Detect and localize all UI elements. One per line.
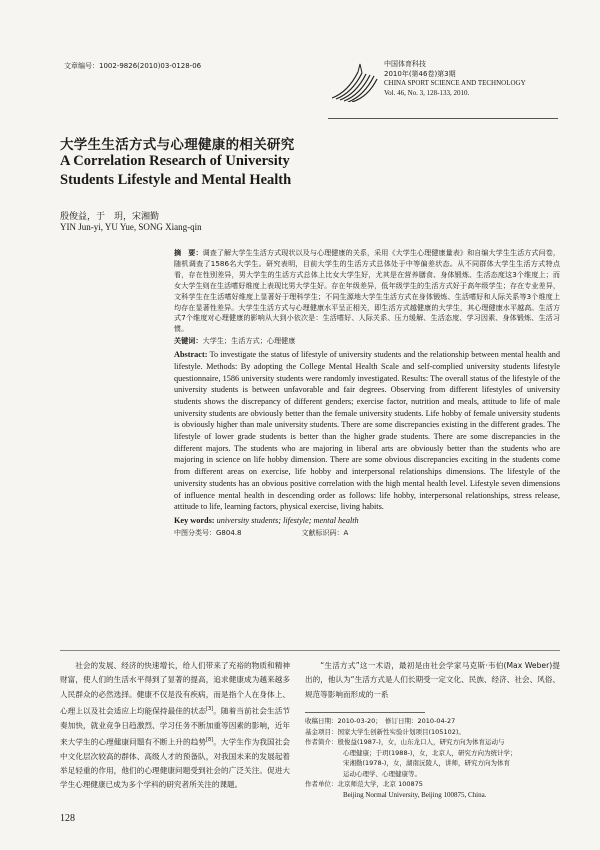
journal-info xyxy=(384,60,584,98)
keywords-en-text: university students; lifestyle; mental health xyxy=(216,516,359,525)
authors-cn: 殷俊益，于 玥，宋湘勤 xyxy=(60,212,160,222)
abstract-block xyxy=(174,248,560,539)
keywords-en xyxy=(174,515,560,527)
author-intro-4: 运动心理学、心理健康等。 xyxy=(343,769,421,778)
lifestyle-paragraph: “生活方式”这一术语，最初是由社会学家马克斯·韦伯(Max Weber)提出的，他认为“生活方式是人们长期受一定文化、民族、经济、社会、风俗、规范等影响而形成的一系 xyxy=(305,661,560,699)
title-en xyxy=(60,152,380,190)
footnotes xyxy=(305,716,560,800)
body-right-column xyxy=(305,659,560,702)
header-rule xyxy=(328,118,558,119)
intro-text-3: 。大学生作为我国社会中文化层次较高的群体、高级人才的预备队，对我国未来的发展起着举足轻重的作用，他们的心理健康问题受到社会的广泛关注。促进大学生心理健康已成为多个学科的研究者所关注的课题。 xyxy=(60,737,291,790)
journal-issue: 2010年(第46卷)第3期 xyxy=(384,69,456,78)
title-en-line2: Students Lifestyle and Mental Health xyxy=(60,172,292,188)
abstract-cn-label: 摘 要： xyxy=(174,248,203,257)
page-number: 128 xyxy=(60,813,75,824)
fund-item: 基金项目：国家大学生创新性实验计划项目(105102)。 xyxy=(305,727,465,736)
reference-3: [3] xyxy=(206,705,214,712)
author-intro-3: 宋湘勤(1978-)，女，湖南沅陵人，讲师，研究方向为体育 xyxy=(343,759,510,767)
keywords-en-label: Key words: xyxy=(174,516,215,525)
title-cn: 大学生生活方式与心理健康的相关研究 xyxy=(60,137,295,153)
class-number: 中图分类号：G804.8 xyxy=(174,528,242,537)
body-left-column xyxy=(60,659,290,793)
author-intro-2: 心理健康；于玥(1988-)，女，北京人，研究方向为统计学； xyxy=(343,748,517,757)
author-unit-cn: 作者单位：北京师范大学，北京 100875 xyxy=(305,780,423,788)
abstract-en-label: Abstract: xyxy=(174,350,208,360)
journal-name-en: CHINA SPORT SCIENCE AND TECHNOLOGY xyxy=(384,79,526,87)
journal-name-cn: 中国体育科技 xyxy=(384,60,426,68)
received-date: 收稿日期：2010-03-20； 修订日期：2010-04-27 xyxy=(305,717,456,725)
section-rule xyxy=(60,650,560,651)
keywords-cn-text: 大学生；生活方式；心理健康 xyxy=(202,336,296,346)
abstract-cn xyxy=(174,248,560,335)
footnote-rule xyxy=(305,712,425,713)
author-intro-1: 作者简介：殷俊益(1987-)，女，山东龙口人，研究方向为体育运动与 xyxy=(305,738,505,746)
abstract-en xyxy=(174,349,560,513)
abstract-en-text: To investigate the status of lifestyle of university students and the relationship between mental health and lifestyle. Methods: By adopting the College Mental Health Scale and self-complied university students lifestyle questionnaire, 1586 university students were randomly investigated. Results: The overall status of the lifestyle of the university students is between unfavorable and fair degrees. Observing from different lifestyles of university students shows the discrepancy of different genders; exercise factor, nutrition and meals, attitude to life of male university students are obviously better than the female university students. Life hobby of female university students is obviously higher than male university students. There are some discrepancies existing in the different grades. The lifestyle of lower grade students is better than the higher grade students. There are some discrepancies in the different majors. The students who are majoring in liberal arts are obviously better than the students who are majoring in science on life hobby dimension. There are some obvious discrepancies exciting in the students come from different areas on exercise, life hobby and interpersonal relationships dimensions. The lifestyle of the university students has an obvious positive correlation with the high mental health level. Lifestyle seven dimensions of influence mental health in descending order as follows: life hobby, interpersonal relationships, stress release, attitude to life, learning factors, physical exercise, living habits. xyxy=(174,350,560,512)
journal-logo-icon xyxy=(328,62,378,102)
intro-text-2: 。随着当前社会生活节奏加快，就业竞争日趋激烈、学习任务不断加重等因素的影响，近年来大学生的心理健康问题有不断上升的趋势 xyxy=(60,706,291,747)
keywords-cn xyxy=(174,336,560,347)
title-en-line1: A Correlation Research of University xyxy=(60,153,290,169)
article-number: 文章编号：1002-9826(2010)03-0128-06 xyxy=(64,62,202,70)
intro-text-1: 社会的发展、经济的快速增长，给人们带来了充裕的物质和精神财富，使人们的生活水平得到了显著的提高，追求健康成为越来越多人民群众的必然选择。健康不仅是没有疾病，而是指个人在身体上、心理上以及社会适应上均能保持最佳的状态 xyxy=(60,661,290,716)
classification-line xyxy=(174,528,560,539)
reference-8: [8] xyxy=(206,737,214,744)
intro-paragraph xyxy=(60,659,290,793)
document-code: 文献标识码：A xyxy=(301,528,349,537)
author-unit-en: Beijing Normal University, Beijing 100875, China. xyxy=(343,790,487,799)
authors-en: YIN Jun-yi, YU Yue, SONG Xiang-qin xyxy=(60,222,202,232)
journal-volume: Vol. 46, No. 3, 128-133, 2010. xyxy=(384,88,470,97)
keywords-cn-label: 关键词： xyxy=(174,336,203,346)
abstract-cn-text: 调查了解大学生生活方式现状以及与心理健康的关系，采用《大学生心理健康量表》和自编大学生生活方式问卷，随机调查了1586名大学生。研究表明，目前大学生的生活方式总体处于中等偏差状态。从不同群体大学生生活方式特点看，存在性别差异，男大学生的生活方式总体上比女大学生好，尤其是在营养膳食、身体锻炼、生活态度这3个维度上；而女大学生则在生活嗜好维度上表现比男大学生好。存在年级差异，低年级学生的生活方式好于高年级学生；存在专业差异，文科学生在生活嗜好维度上显著好于理科学生；不同生源地大学生生活方式在身体锻炼、生活嗜好和人际关系等3个维度上均存在显著性差异。大学生生活方式与心理健康水平呈正相关，即生活方式越健康的大学生，其心理健康水平越高。生活方式7个维度对心理健康的影响从大到小依次是：生活嗜好、人际关系、压力缓解、生活态度、学习因素、身体锻炼、生活习惯。 xyxy=(174,248,560,334)
